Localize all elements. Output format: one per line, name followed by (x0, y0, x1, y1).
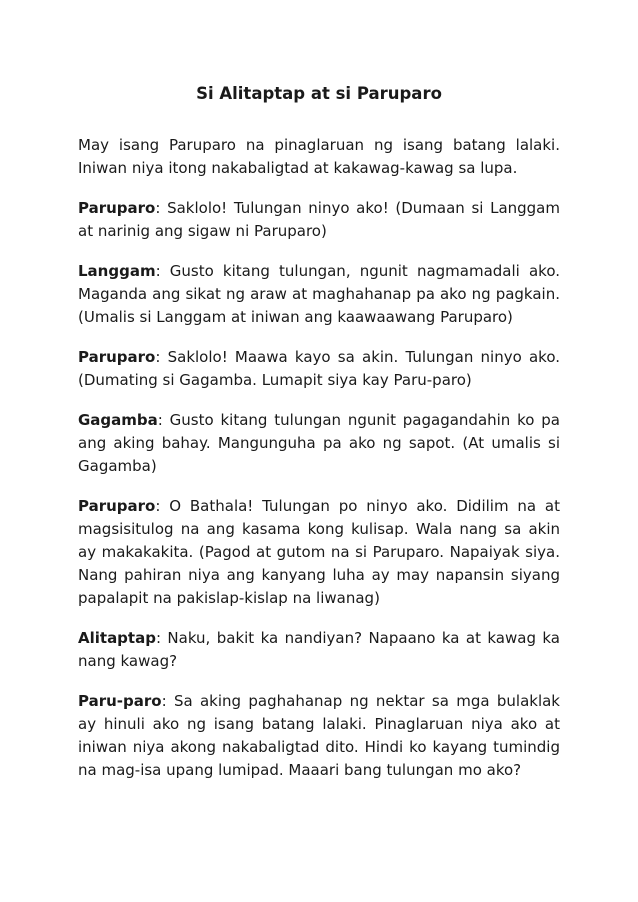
speaker-name: Paruparo (78, 199, 156, 217)
speaker-name: Paruparo (78, 348, 156, 366)
story-title: Si Alitaptap at si Paruparo (196, 84, 442, 103)
dialogue-text: : Saklolo! Tulungan ninyo ako! (Dumaan si Langgam at narinig ang sigaw ni Paruparo) (78, 199, 560, 240)
speaker-name: Langgam (78, 262, 156, 280)
dialogue-text: : Saklolo! Maawa kayo sa akin. Tulungan ninyo ako. (Dumating si Gagamba. Lumapit siya kay Paru-paro) (78, 348, 560, 389)
dialogue-alitaptap (78, 627, 560, 673)
dialogue-paru-paro (78, 690, 560, 782)
dialogue-text: : Gusto kitang tulungan ngunit pagagandahin ko pa ang aking bahay. Mangunguha pa ako ng sapot. (At umalis si Gagamba) (78, 411, 560, 475)
dialogue-text: : Gusto kitang tulungan, ngunit nagmamadali ako. Maganda ang sikat ng araw at maghahanap pa ako ng pagkain. (Umalis si Langgam at iniwan ang kaawaawang Paruparo) (78, 262, 560, 326)
speaker-name: Alitaptap (78, 629, 156, 647)
speaker-name: Paruparo (78, 497, 156, 515)
speaker-name: Gagamba (78, 411, 158, 429)
dialogue-text: : Sa aking paghahanap ng nektar sa mga bulaklak ay hinuli ako ng isang batang lalaki. Pinaglaruan niya ako at iniwan niya akong nakabaligtad dito. Hindi ko kayang tumindig na mag-isa upang lumipad. Maaari bang tulungan mo ako? (78, 692, 560, 779)
dialogue-text: : Naku, bakit ka nandiyan? Napaano ka at kawag ka nang kawag? (78, 629, 560, 670)
dialogue-paruparo-1 (78, 197, 560, 243)
dialogue-paruparo-3 (78, 495, 560, 610)
dialogue-text: : O Bathala! Tulungan po ninyo ako. Didilim na at magsisitulog na ang kasama kong kulisap. Wala nang sa akin ay makakakita. (Pagod at gutom na si Paruparo. Napaiyak siya. Nang pahiran niya ang kanyang luha ay may napansin siyang papalapit na pakislap-kislap na liwanag) (78, 497, 560, 607)
intro-paragraph: May isang Paruparo na pinaglaruan ng isang batang lalaki. Iniwan niya itong nakabaligtad at kakawag-kawag sa lupa. (78, 136, 560, 177)
dialogue-langgam (78, 260, 560, 329)
speaker-name: Paru-paro (78, 692, 162, 710)
dialogue-gagamba (78, 409, 560, 478)
dialogue-paruparo-2 (78, 346, 560, 392)
document-page (78, 82, 560, 799)
